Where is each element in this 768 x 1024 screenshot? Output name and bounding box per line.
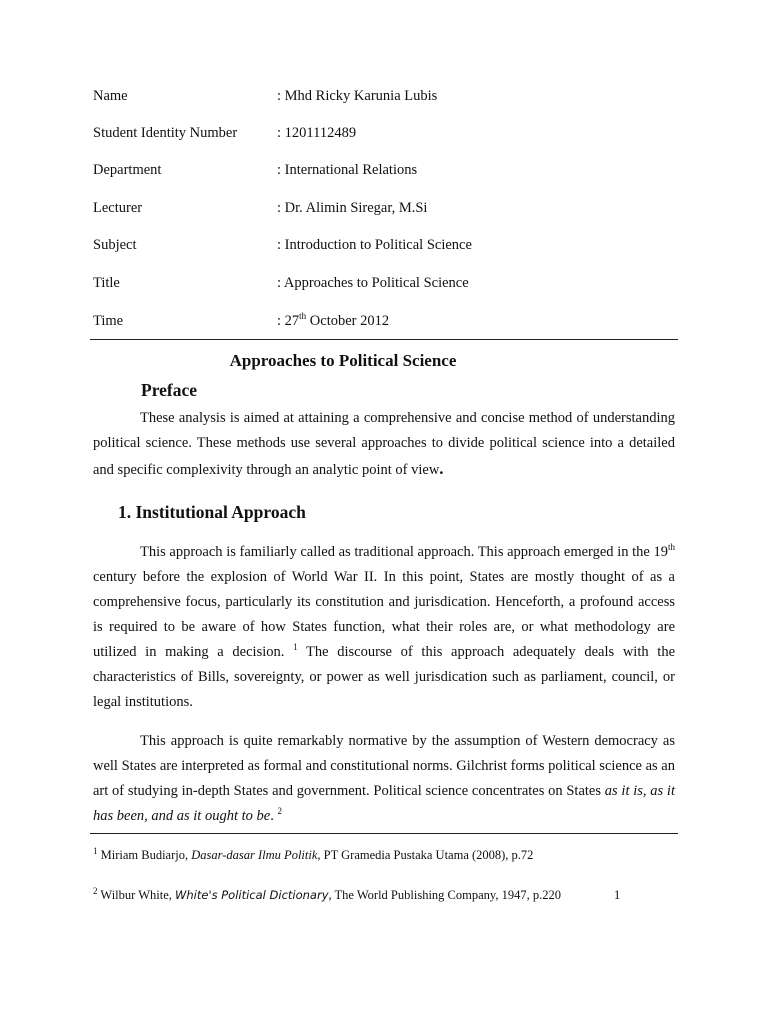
info-value: : Mhd Ricky Karunia Lubis — [277, 88, 438, 104]
header-divider — [90, 339, 678, 340]
preface-text: These analysis is aimed at attaining a comprehensive and concise method of understanding political science. These methods use several approaches to divide political science into a detailed and specific complexivity through an analytic point of view — [93, 410, 675, 478]
footnote-ref-1: 1 — [293, 642, 298, 653]
info-value: : International Relations — [277, 162, 418, 178]
footnote-divider — [90, 833, 678, 834]
info-value — [277, 312, 389, 330]
time-suffix: October 2012 — [306, 313, 390, 329]
preface-end-mark: . — [439, 459, 444, 478]
footnote-number: 2 — [93, 885, 98, 896]
info-label: Title — [93, 275, 120, 291]
page-number: 1 — [614, 888, 621, 902]
time-prefix: : 27 — [277, 313, 300, 329]
ordinal-superscript: th — [667, 542, 675, 553]
info-label: Student Identity Number — [93, 125, 238, 141]
section1-paragraph-1 — [93, 540, 675, 715]
ordinal-superscript: th — [299, 311, 307, 322]
info-label: Subject — [93, 237, 137, 253]
paragraph-text: The discourse of this approach adequately deals with the characteristics of Bills, sovereignty, or power as well jurisdication such as parliament, council, or legal institutions. — [93, 644, 676, 710]
document-title: Approaches to Political Science — [229, 351, 457, 370]
info-value: : Introduction to Political Science — [277, 237, 472, 253]
footnote-1 — [93, 845, 534, 863]
footnote-number: 1 — [93, 845, 98, 856]
info-label: Department — [93, 162, 162, 178]
paragraph-text: . — [270, 808, 278, 824]
footnote-text: , PT Gramedia Pustaka Utama (2008), p.72 — [317, 848, 534, 862]
info-label: Name — [93, 88, 128, 104]
info-value: : 1201112489 — [277, 125, 357, 141]
footnote-book-title: Dasar-dasar Ilmu Politik — [191, 848, 318, 862]
paragraph-text: This approach is familiarly called as traditional approach. This approach emerged in the 19 — [140, 544, 668, 560]
footnote-text: Wilbur White, — [97, 888, 175, 902]
paragraph-text: This approach is quite remarkably normative by the assumption of Western democracy as well States are interpreted as formal and constitutional norms. Gilchrist forms political science as an art of studying in-depth States and government. Political science concentrates on States — [93, 733, 675, 799]
preface-paragraph — [93, 406, 675, 483]
section-heading-institutional: 1. Institutional Approach — [118, 502, 306, 522]
footnote-text: , The World Publishing Company, 1947, p.220 — [328, 888, 561, 902]
footnote-ref-2: 2 — [277, 806, 282, 817]
info-value: : Approaches to Political Science — [277, 275, 469, 291]
paragraph-text: century before the explosion of World War II. In this point, States are mostly thought of as a comprehensive focus, particularly its constitution and jurisdication. Henceforth, a profound access is required to be aware of how States function, what their roles are, or what methodology are utilized in making a decision. — [93, 569, 675, 660]
section1-paragraph-2 — [93, 729, 675, 829]
footnote-text: Miriam Budiarjo, — [97, 848, 192, 862]
info-value: : Dr. Alimin Siregar, M.Si — [277, 200, 428, 216]
preface-heading: Preface — [141, 380, 198, 400]
footnote-2 — [93, 885, 561, 903]
italic-phrase: as it is, as it has been, and as it ought to be — [93, 783, 675, 824]
info-label: Time — [93, 313, 124, 329]
info-label: Lecturer — [93, 200, 143, 216]
footnote-book-title: White's Political Dictionary — [175, 888, 329, 902]
